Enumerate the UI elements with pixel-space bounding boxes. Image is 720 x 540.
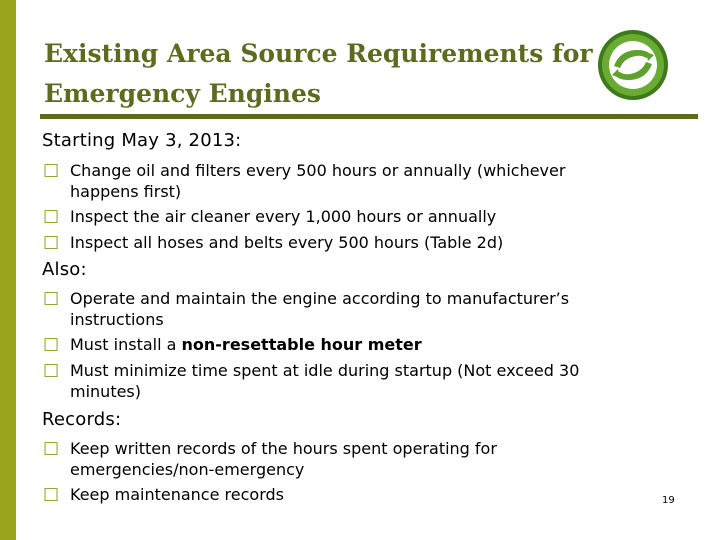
section-heading-records: Records: — [42, 409, 122, 430]
list-item-line: Operate and maintain the engine according to manufacturer’s — [70, 289, 570, 308]
list-item-line: Inspect all hoses and belts every 500 hours (Table 2d) — [70, 233, 504, 252]
slide-title — [44, 34, 604, 114]
list-item — [70, 484, 670, 505]
recycle-leaf-globe-icon — [596, 28, 670, 102]
list-item-line: happens first) — [70, 182, 182, 201]
list-item-line: Change oil and filters every 500 hours or annually (whichever — [70, 161, 566, 180]
list-item-text: Must install a — [70, 335, 182, 354]
section-heading-also: Also: — [42, 259, 87, 280]
left-accent-bar — [0, 0, 16, 540]
list-item — [70, 438, 670, 480]
bullet-square-icon: □ — [43, 160, 60, 180]
list-item-line: emergencies/non-emergency — [70, 460, 305, 479]
list-item — [70, 288, 670, 330]
bullet-square-icon: □ — [43, 360, 60, 380]
list-item — [70, 232, 670, 253]
list-item-line: Keep written records of the hours spent operating for — [70, 439, 497, 458]
list-item-line: Keep maintenance records — [70, 485, 284, 504]
list-item — [70, 334, 670, 355]
list-item — [70, 206, 670, 227]
list-item-line: minutes) — [70, 382, 142, 401]
list-item-line: Must minimize time spent at idle during startup (Not exceed 30 — [70, 361, 580, 380]
bullet-square-icon: □ — [43, 484, 60, 504]
title-line-1: Existing Area Source Requirements for — [44, 39, 593, 68]
list-item — [70, 360, 670, 402]
bullet-square-icon: □ — [43, 232, 60, 252]
title-divider — [40, 114, 698, 119]
list-item-line: instructions — [70, 310, 164, 329]
title-line-2: Emergency Engines — [44, 79, 321, 108]
bullet-square-icon: □ — [43, 288, 60, 308]
list-item-emphasis: non-resettable hour meter — [181, 335, 422, 354]
list-item-line: Inspect the air cleaner every 1,000 hours or annually — [70, 207, 497, 226]
section-heading-starting: Starting May 3, 2013: — [42, 130, 242, 151]
list-item — [70, 160, 670, 202]
page-number: 19 — [662, 495, 675, 506]
bullet-square-icon: □ — [43, 334, 60, 354]
bullet-square-icon: □ — [43, 438, 60, 458]
bullet-square-icon: □ — [43, 206, 60, 226]
